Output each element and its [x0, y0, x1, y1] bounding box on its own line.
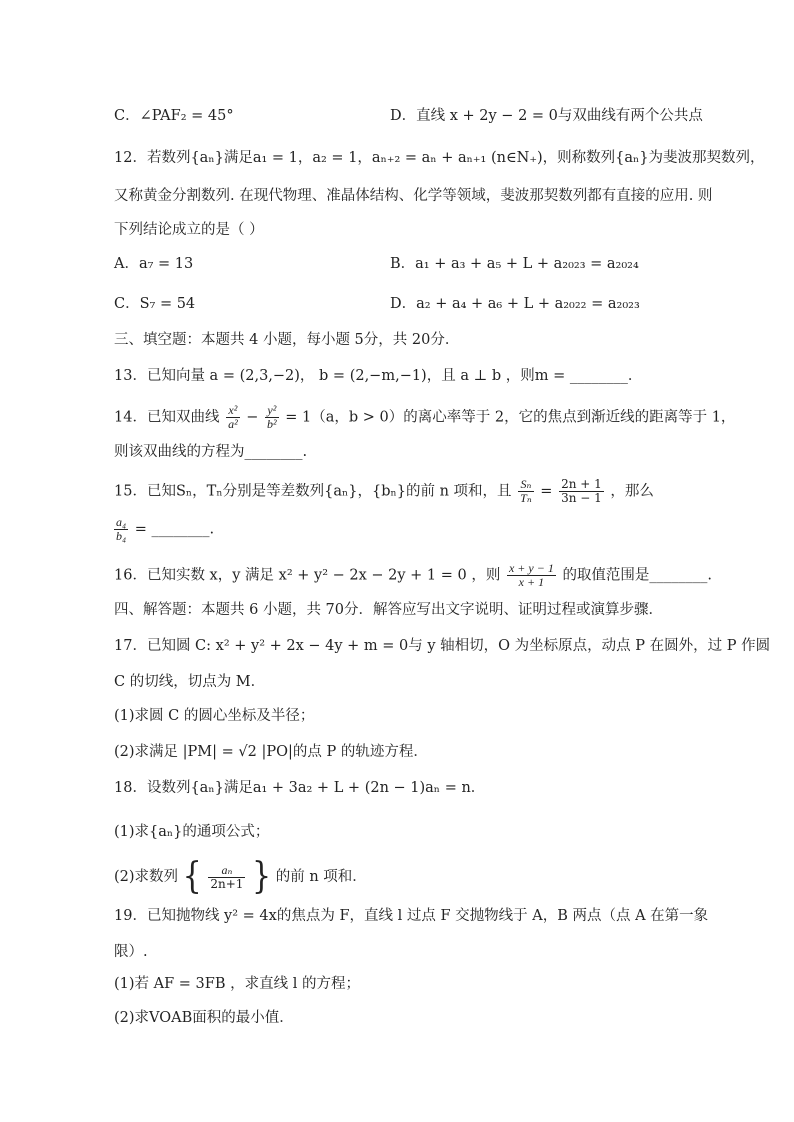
q14-fraction-x: $\frac{\text{x²}}{\text{a²}}$	[228, 403, 238, 431]
q11-option-d: D．直线 x + 2y − 2 = 0与双曲线有两个公共点	[390, 108, 703, 124]
q14-text-b: = 1（a，b > 0）的离心率等于 2，它的焦点到渐近线的距离等于 1，	[285, 409, 736, 426]
q17-line1: 17．已知圆 C: x² + y² + 2x − 4y + m = 0与 y 轴相切，O 为坐标原点，动点 P 在圆外，过 P 作圆	[114, 638, 771, 654]
q17-part2: (2)求满足 |PM| = √2 |PO|的点 P 的轨迹方程．	[114, 744, 428, 760]
q15-line2: $\frac{\text{a₄}}{\text{b₄}}$ = ________.	[116, 515, 215, 543]
q12-option-b: B．a₁ + a₃ + a₅ + L + a₂₀₂₃ = a₂₀₂₄	[390, 256, 639, 272]
q12-option-c: C．S₇ = 54	[114, 296, 196, 312]
q15-line1: 15．已知Sₙ，Tₙ分别是等差数列{aₙ}，{bₙ}的前 n 项和，且 $\frac{\text{Sₙ}}{\text{Tₙ}}$ = $\frac{2n + 1}{3n - 1}$ ，那么	[114, 477, 654, 505]
q19-line1: 19．已知抛物线 y² = 4x的焦点为 F，直线 l 过点 F 交抛物线于 A，B 两点（点 A 在第一象	[114, 908, 709, 924]
q18-stem: 18．设数列{aₙ}满足a₁ + 3a₂ + L + (2n − 1)aₙ = n．	[114, 780, 486, 796]
q12-stem-line2: 又称黄金分割数列. 在现代物理、准晶体结构、化学等领域，斐波那契数列都有直接的应用. 则	[114, 188, 713, 204]
q18-part2: (2)求数列 { $\frac{\text{aₙ}}{2n+1}$ } 的前 n 项和．	[114, 855, 367, 898]
q14-line1: 14．已知双曲线 $\frac{\text{x²}}{\text{a²}}$ − $\frac{\text{y²}}{\text{b²}}$ = 1（a，b > 0）的离心率等于 2，它的焦点到渐近线的距离等于 1，	[114, 403, 736, 431]
q16: 16．已知实数 x，y 满足 x² + y² − 2x − 2y + 1 = 0 ，则 $\frac{x + y - 1}{x + 1}$ 的取值范围是________.	[114, 561, 713, 589]
q15-fraction-st: $\frac{\text{Sₙ}}{\text{Tₙ}}$	[520, 477, 532, 505]
q18-fraction: $\frac{\text{aₙ}}{2n+1}$	[210, 862, 244, 891]
q12-option-a: A．a₇ = 13	[114, 256, 194, 272]
q18-part1: (1)求{aₙ}的通项公式；	[114, 824, 270, 840]
left-brace-icon: {	[182, 855, 202, 898]
section-3-heading: 三、填空题：本题共 4 小题，每小题 5分，共 20分．	[114, 332, 460, 348]
q16-fraction: $\frac{x + y - 1}{x + 1}$	[508, 561, 554, 589]
q12-stem-line1: 12．若数列{aₙ}满足a₁ = 1，a₂ = 1，aₙ₊₂ = aₙ + aₙ₊₁ (n∈N₊)，则称数列{aₙ}为斐波那契数列，	[114, 150, 765, 166]
q19-part1: (1)若 AF = 3FB ，求直线 l 的方程；	[114, 976, 360, 992]
q12-option-d: D．a₂ + a₄ + a₆ + L + a₂₀₂₂ = a₂₀₂₃	[390, 296, 640, 312]
q11-option-c: C．∠PAF₂ = 45°	[114, 108, 234, 124]
section-4-heading: 四、解答题：本题共 6 小题，共 70分．解答应写出文字说明、证明过程或演算步骤．	[114, 602, 664, 618]
q12-stem-line3: 下列结论成立的是（ ）	[114, 222, 264, 238]
q17-line2: C 的切线，切点为 M．	[114, 674, 266, 690]
q15-fraction-ratio: $\frac{2n + 1}{3n - 1}$	[561, 477, 602, 505]
q15-fraction-ab: $\frac{\text{a₄}}{\text{b₄}}$	[116, 515, 127, 543]
q14-fraction-y: $\frac{\text{y²}}{\text{b²}}$	[267, 403, 277, 431]
q13: 13．已知向量 a = (2,3,−2)， b = (2,−m,−1)，且 a ⊥ b ，则m = ________．	[114, 368, 643, 384]
q19-line2: 限）.	[114, 944, 148, 960]
q17-part1: (1)求圆 C 的圆心坐标及半径；	[114, 708, 315, 724]
q19-part2: (2)求VOAB面积的最小值．	[114, 1010, 294, 1026]
right-brace-icon: }	[252, 855, 272, 898]
q14-text-a: 14．已知双曲线	[114, 409, 220, 426]
q14-line2: 则该双曲线的方程为________.	[114, 444, 308, 460]
